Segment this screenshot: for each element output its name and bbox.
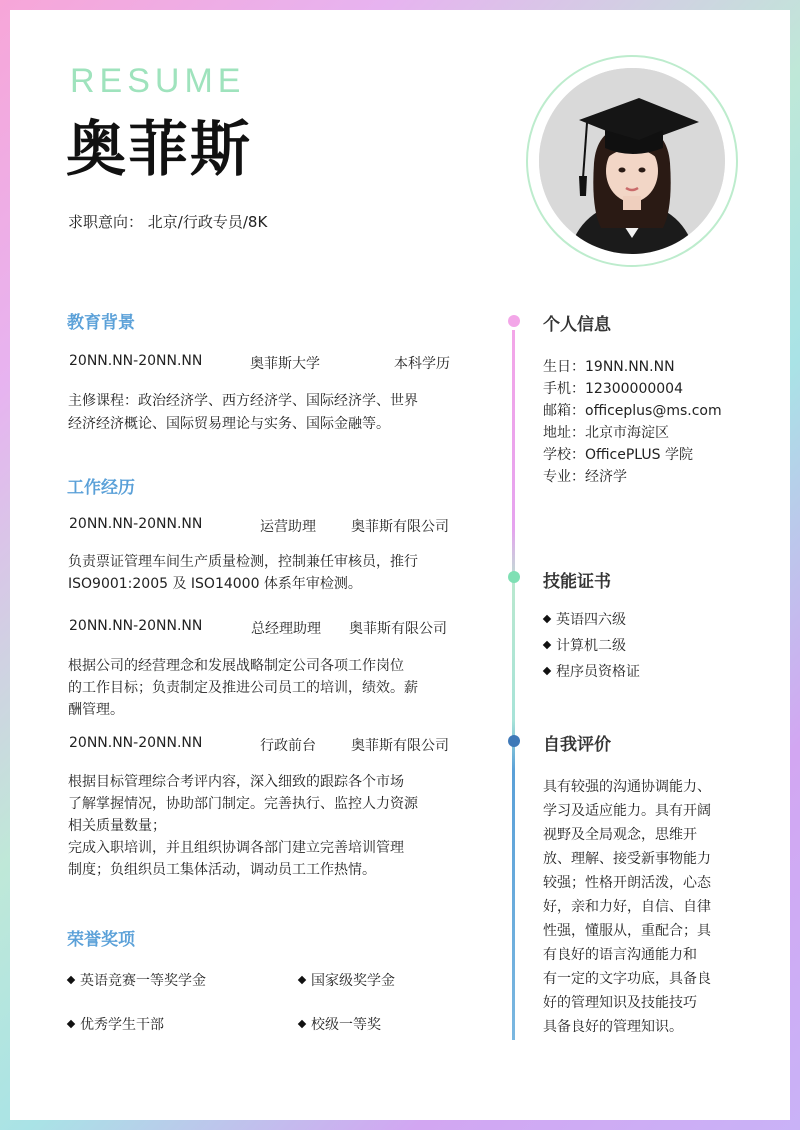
info-email: 邮箱：officeplus@ms.com: [543, 403, 722, 419]
info-address: 地址：北京市海淀区: [543, 425, 669, 441]
education-courses-line-1: 主修课程：政治经济学、西方经济学、国际经济学、世界: [68, 393, 418, 409]
resume-wordmark: RESUME: [70, 62, 246, 100]
award-item: 优秀学生干部: [68, 1014, 164, 1034]
award-item: 国家级奖学金: [299, 970, 395, 990]
info-birthday: 生日：19NN.NN.NN: [543, 359, 675, 375]
resume-sheet: [10, 10, 790, 1120]
education-period: 20NN.NN-20NN.NN: [69, 353, 203, 369]
diamond-bullet-icon: [67, 1020, 75, 1028]
skill-item: 程序员资格证: [544, 661, 640, 681]
diamond-bullet-icon: [298, 1020, 306, 1028]
diamond-bullet-icon: [543, 641, 551, 649]
self-eval-title: 自我评价: [543, 735, 611, 755]
timeline-dot: [508, 735, 520, 747]
work-section-title: 工作经历: [67, 478, 135, 498]
job-1-description: 负责票证管理车间生产质量检测，控制兼任审核员，推行 ISO9001:2005 及 ISO14000 体系年审检测。: [68, 554, 418, 592]
job-intention-label: 求职意向：: [68, 213, 144, 231]
awards-section-title: 荣誉奖项: [67, 930, 135, 950]
education-courses-line-2: 经济经济概论、国际贸易理论与实务、国际金融等。: [68, 416, 390, 432]
info-phone: 手机：12300000004: [543, 381, 683, 397]
profile-photo-frame: [526, 55, 738, 267]
job-2-role: 总经理助理: [251, 621, 321, 637]
education-school: 奥菲斯大学: [250, 356, 320, 372]
education-degree: 本科学历: [394, 356, 450, 372]
award-item: 校级一等奖: [299, 1014, 381, 1034]
personal-info-title: 个人信息: [543, 315, 611, 335]
job-2-company: 奥菲斯有限公司: [349, 621, 447, 637]
diamond-bullet-icon: [298, 976, 306, 984]
job-1-role: 运营助理: [260, 519, 316, 535]
graduate-portrait-illustration: [539, 68, 725, 254]
award-item: 英语竞赛一等奖学金: [68, 970, 206, 990]
job-1-company: 奥菲斯有限公司: [351, 519, 449, 535]
diamond-bullet-icon: [543, 615, 551, 623]
candidate-name: 奥菲斯: [66, 115, 252, 185]
job-3-company: 奥菲斯有限公司: [351, 738, 449, 754]
job-3-role: 行政前台: [260, 738, 316, 754]
job-2-description: 根据公司的经营理念和发展战略制定公司各项工作岗位 的工作目标；负责制定及推进公司员工的培训，绩效。薪 酬管理。: [68, 658, 418, 718]
job-intention-value: 北京/行政专员/8K: [147, 213, 268, 231]
self-eval-text: 具有较强的沟通协调能力、 学习及适应能力。具有开阔 视野及全局观念，思维开 放、理解、接受新事物能力 较强；性格开朗活泼，心态 好，亲和力好，自信、自律 性强，懂服从，重配合；具 有良好的语言沟通能力和 有一定的文字功底，具备良 好的管理知识及技能技巧 具备良好的管理知识。: [543, 779, 711, 1035]
skill-item: 英语四六级: [544, 609, 626, 629]
profile-photo: [539, 68, 725, 254]
skills-section-title: 技能证书: [543, 572, 611, 592]
diamond-bullet-icon: [543, 667, 551, 675]
job-intention: [68, 211, 267, 232]
education-section-title: 教育背景: [67, 313, 135, 333]
skill-item: 计算机二级: [544, 635, 626, 655]
timeline-line: [512, 330, 515, 1040]
job-3-period: 20NN.NN-20NN.NN: [69, 735, 203, 751]
job-3-description: 根据目标管理综合考评内容，深入细致的跟踪各个市场 了解掌握情况，协助部门制定。完善执行、监控人力资源 相关质量数量； 完成入职培训，并且组织协调各部门建立完善培训管理 制度；负组织员工集体活动，调动员工工作热情。: [68, 774, 418, 878]
timeline-dot: [508, 571, 520, 583]
job-2-period: 20NN.NN-20NN.NN: [69, 618, 203, 634]
info-school: 学校：OfficePLUS 学院: [543, 447, 693, 463]
job-1-period: 20NN.NN-20NN.NN: [69, 516, 203, 532]
info-major: 专业：经济学: [543, 469, 627, 485]
diamond-bullet-icon: [67, 976, 75, 984]
timeline-dot: [508, 315, 520, 327]
